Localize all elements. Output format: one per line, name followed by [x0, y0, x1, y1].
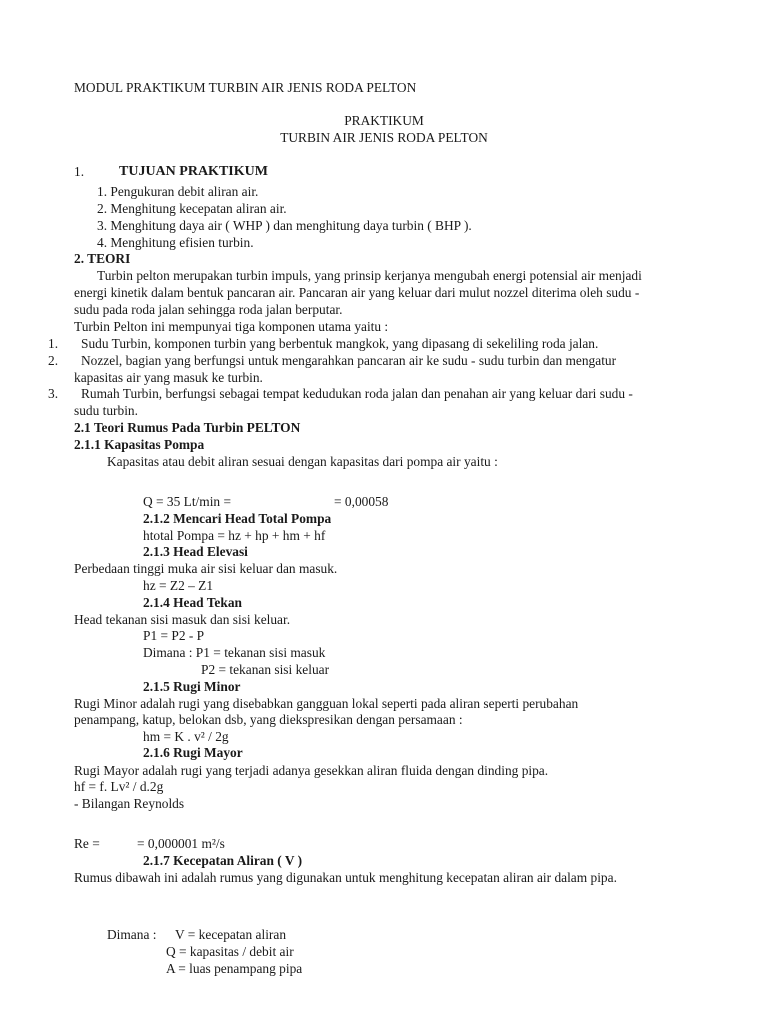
kapasitas-desc: Kapasitas atau debit aliran sesuai dengan kapasitas dari pompa air yaitu : [107, 454, 498, 469]
component-1-line-1: Sudu Turbin, komponen turbin yang berbentuk mangkok, yang dipasang di sekeliling roda jalan. [81, 336, 599, 351]
components-intro: Turbin Pelton ini mempunyai tiga komponen utama yaitu : [74, 319, 389, 334]
head-elevasi-heading: 2.1.3 Head Elevasi [143, 544, 248, 559]
tujuan-item-4: 4. Menghitung efisien turbin. [97, 235, 254, 250]
document-header: MODUL PRAKTIKUM TURBIN AIR JENIS RODA PELTON [74, 80, 417, 95]
kapasitas-formula-left: Q = 35 Lt/min = [143, 494, 232, 509]
head-tekan-dimana-2: P2 = tekanan sisi keluar [201, 662, 330, 677]
teori-para-line-2: energi kinetik dalam bentuk pancaran air. Pancaran air yang keluar dari mulut nozzel diterima oleh sudu - [74, 285, 640, 300]
rugi-mayor-desc: Rugi Mayor adalah rugi yang terjadi adanya gesekkan aliran fluida dengan dinding pipa. [74, 763, 549, 778]
component-2-number: 2. [48, 353, 59, 368]
head-tekan-formula: P1 = P2 - P [143, 628, 205, 643]
rugi-mayor-formula: hf = f. Lv² / d.2g [74, 779, 164, 794]
rumus-heading: 2.1 Teori Rumus Pada Turbin PELTON [74, 420, 301, 435]
rugi-minor-formula: hm = K . v² / 2g [143, 729, 229, 744]
kecepatan-dimana-label: Dimana : [107, 927, 157, 942]
teori-heading: 2. TEORI [74, 251, 131, 266]
kapasitas-heading: 2.1.1 Kapasitas Pompa [74, 437, 205, 452]
head-total-heading: 2.1.2 Mencari Head Total Pompa [143, 511, 332, 526]
tujuan-item-3: 3. Menghitung daya air ( WHP ) dan menghitung daya turbin ( BHP ). [97, 218, 472, 233]
head-total-formula: htotal Pompa = hz + hp + hm + hf [143, 528, 326, 543]
component-3-line-1: Rumah Turbin, berfungsi sebagai tempat kedudukan roda jalan dan penahan air yang keluar dari sudu - [81, 386, 633, 401]
kapasitas-formula-right: = 0,00058 [334, 494, 389, 509]
reynolds-formula-right: = 0,000001 m²/s [137, 836, 225, 851]
tujuan-heading: TUJUAN PRAKTIKUM [119, 164, 268, 179]
title-line-2: TURBIN AIR JENIS RODA PELTON [280, 130, 488, 145]
rugi-minor-desc-2: penampang, katup, belokan dsb, yang diekspresikan dengan persamaan : [74, 712, 463, 727]
component-2-line-1: Nozzel, bagian yang berfungsi untuk mengarahkan pancaran air ke sudu - sudu turbin dan mengatur [81, 353, 617, 368]
reynolds-formula-left: Re = [74, 836, 100, 851]
head-tekan-dimana-1: Dimana : P1 = tekanan sisi masuk [143, 645, 326, 660]
tujuan-number: 1. [74, 164, 85, 179]
kecepatan-v-def: V = kecepatan aliran [175, 927, 287, 942]
kecepatan-heading: 2.1.7 Kecepatan Aliran ( V ) [143, 853, 303, 868]
component-2-line-2: kapasitas air yang masuk ke turbin. [74, 370, 263, 385]
teori-para-line-3: sudu pada roda jalan sehingga roda jalan berputar. [74, 302, 343, 317]
title-line-1: PRAKTIKUM [344, 113, 424, 128]
rugi-minor-desc-1: Rugi Minor adalah rugi yang disebabkan gangguan lokal seperti pada aliran seperti perubahan [74, 696, 579, 711]
tujuan-item-2: 2. Menghitung kecepatan aliran air. [97, 201, 287, 216]
head-elevasi-formula: hz = Z2 – Z1 [143, 578, 214, 593]
kecepatan-q-def: Q = kapasitas / debit air [166, 944, 294, 959]
rugi-minor-heading: 2.1.5 Rugi Minor [143, 679, 241, 694]
component-1-number: 1. [48, 336, 59, 351]
reynolds-label: - Bilangan Reynolds [74, 796, 185, 811]
teori-para-line-1: Turbin pelton merupakan turbin impuls, yang prinsip kerjanya mengubah energi potensial air menjadi [97, 268, 642, 283]
component-3-number: 3. [48, 386, 59, 401]
tujuan-item-1: 1. Pengukuran debit aliran air. [97, 184, 259, 199]
kecepatan-a-def: A = luas penampang pipa [166, 961, 303, 976]
component-3-line-2: sudu turbin. [74, 403, 138, 418]
rugi-mayor-heading: 2.1.6 Rugi Mayor [143, 745, 243, 760]
kecepatan-desc: Rumus dibawah ini adalah rumus yang digunakan untuk menghitung kecepatan aliran air dalam pipa. [74, 870, 617, 885]
head-elevasi-desc: Perbedaan tinggi muka air sisi keluar dan masuk. [74, 561, 338, 576]
head-tekan-heading: 2.1.4 Head Tekan [143, 595, 242, 610]
head-tekan-desc: Head tekanan sisi masuk dan sisi keluar. [74, 612, 291, 627]
